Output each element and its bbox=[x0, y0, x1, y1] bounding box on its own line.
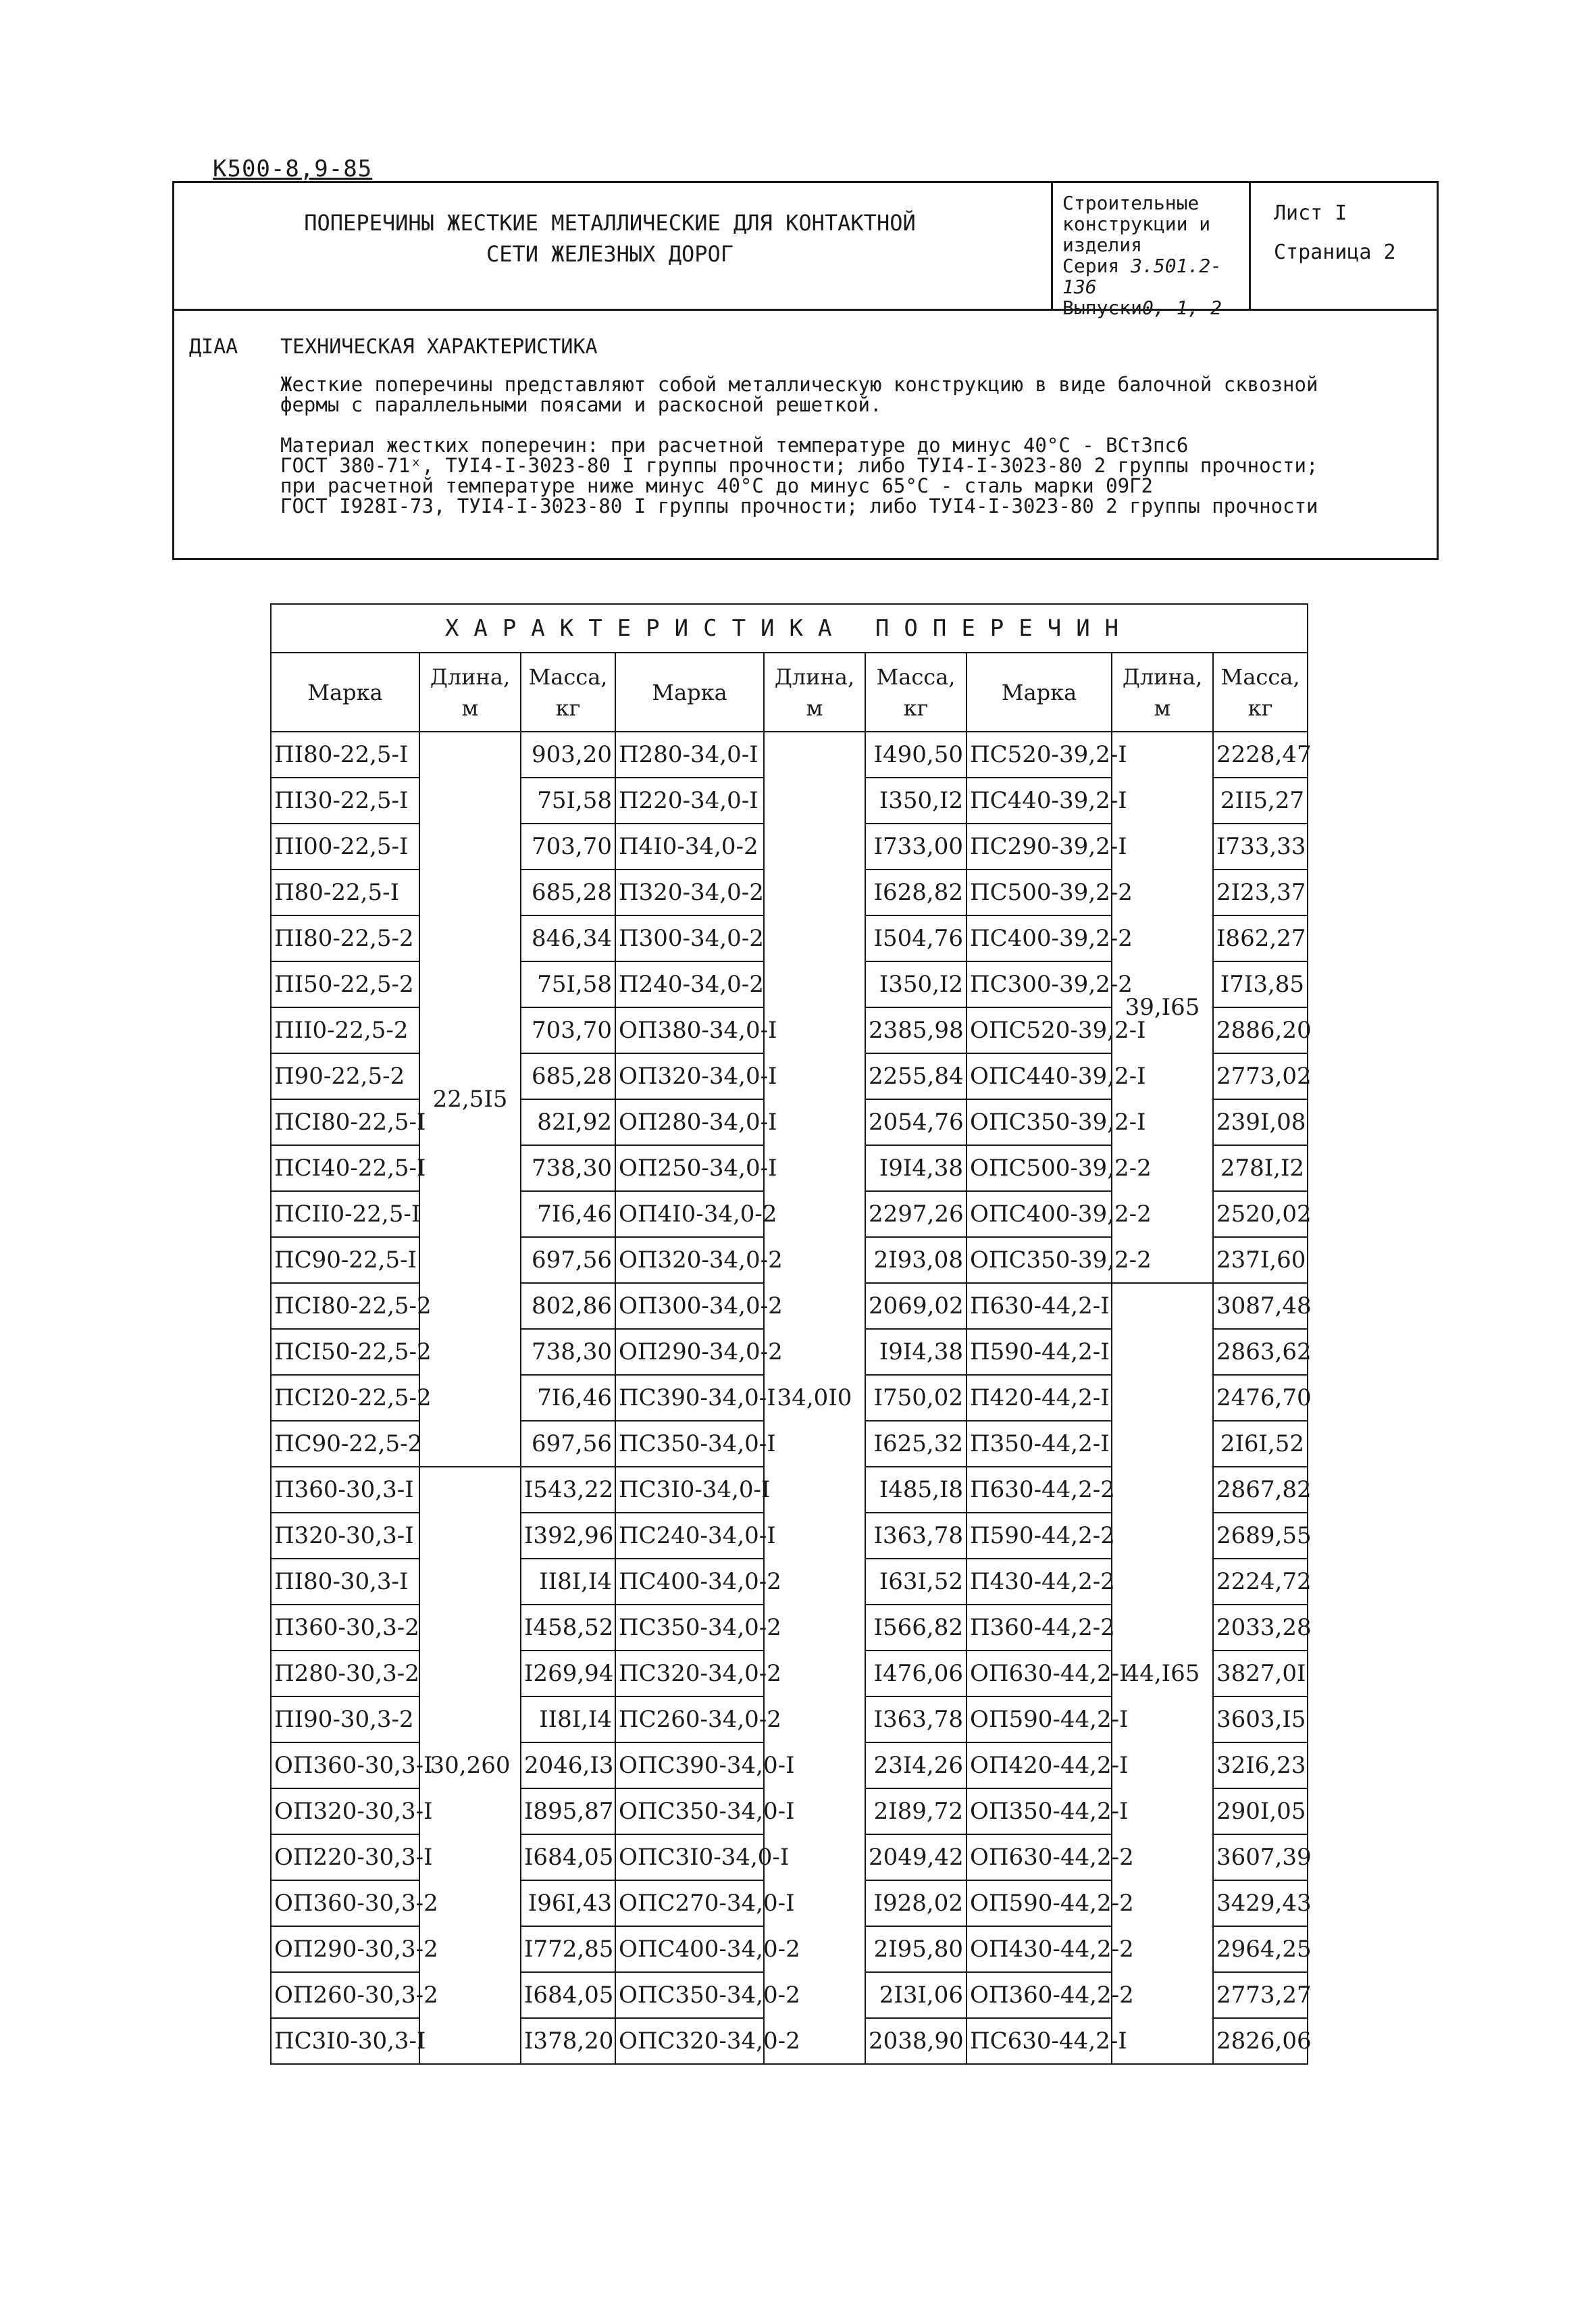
mass-cell: 2224,72 bbox=[1213, 1559, 1308, 1605]
mass-cell: I476,06 bbox=[865, 1651, 967, 1696]
mass-cell: I363,78 bbox=[865, 1513, 967, 1559]
mark-cell: ПС3I0-30,3-I bbox=[271, 2018, 419, 2064]
mark-cell: ПС440-39,2-I bbox=[967, 778, 1112, 824]
mark-cell: П280-30,3-2 bbox=[271, 1651, 419, 1696]
mass-cell: I750,02 bbox=[865, 1375, 967, 1421]
mass-cell: 3827,0I bbox=[1213, 1651, 1308, 1696]
mark-cell: ОП420-44,2-I bbox=[967, 1742, 1112, 1788]
mass-cell: 685,28 bbox=[521, 1053, 615, 1099]
mark-cell: ОПС400-34,0-2 bbox=[615, 1926, 764, 1972]
column-header: Марка bbox=[271, 653, 419, 732]
mass-cell: I928,02 bbox=[865, 1880, 967, 1926]
mass-cell: 2049,42 bbox=[865, 1834, 967, 1880]
mark-cell: ПСI40-22,5-I bbox=[271, 1145, 419, 1191]
mass-cell: I490,50 bbox=[865, 732, 967, 778]
column-header: Масса, кг bbox=[521, 653, 615, 732]
mark-cell: ОПС500-39,2-2 bbox=[967, 1145, 1112, 1191]
mark-cell: ПСI50-22,5-2 bbox=[271, 1329, 419, 1375]
series-label: Серия bbox=[1062, 255, 1120, 277]
mass-cell: 2II5,27 bbox=[1213, 778, 1308, 824]
mark-cell: П360-30,3-I bbox=[271, 1467, 419, 1513]
mass-cell: 2I23,37 bbox=[1213, 870, 1308, 915]
length-cell: 44,I65 bbox=[1112, 1283, 1213, 2064]
mass-cell: I363,78 bbox=[865, 1696, 967, 1742]
mark-cell: ОП250-34,0-I bbox=[615, 1145, 764, 1191]
mark-cell: ПС260-34,0-2 bbox=[615, 1696, 764, 1742]
page-number: Страница 2 bbox=[1274, 241, 1396, 264]
mark-cell: ОП360-30,3-I bbox=[271, 1742, 419, 1788]
mass-cell: I7I3,85 bbox=[1213, 961, 1308, 1007]
paragraph-line: при расчетной температуре ниже минус 40°С до минус 65°С - сталь марки 09Г2 bbox=[280, 474, 1154, 497]
series-number bbox=[1062, 255, 1249, 297]
mass-cell: 237I,60 bbox=[1213, 1237, 1308, 1283]
title-line-2: СЕТИ ЖЕЛЕЗНЫХ ДОРОГ bbox=[486, 241, 734, 267]
column-header: Длина, м bbox=[1112, 653, 1213, 732]
issues bbox=[1062, 297, 1249, 318]
mass-cell: 2385,98 bbox=[865, 1007, 967, 1053]
mark-cell: П320-34,0-2 bbox=[615, 870, 764, 915]
mark-cell: ОПС320-34,0-2 bbox=[615, 2018, 764, 2064]
mass-cell: I378,20 bbox=[521, 2018, 615, 2064]
mark-cell: ПI80-30,3-I bbox=[271, 1559, 419, 1605]
mass-cell: I733,00 bbox=[865, 824, 967, 870]
mark-cell: П300-34,0-2 bbox=[615, 915, 764, 961]
section-title: ТЕХНИЧЕСКАЯ ХАРАКТЕРИСТИКА bbox=[280, 335, 598, 359]
mark-cell: ОПС270-34,0-I bbox=[615, 1880, 764, 1926]
document-title bbox=[174, 207, 1046, 270]
mark-cell: ОП630-44,2-2 bbox=[967, 1834, 1112, 1880]
paragraph-line: ГОСТ I928I-73, ТУI4-I-3023-80 I группы прочности; либо ТУI4-I-3023-80 2 группы прочности bbox=[280, 495, 1318, 518]
mass-cell: I772,85 bbox=[521, 1926, 615, 1972]
mark-cell: ПСI20-22,5-2 bbox=[271, 1375, 419, 1421]
mark-cell: ПI50-22,5-2 bbox=[271, 961, 419, 1007]
mass-cell: 738,30 bbox=[521, 1145, 615, 1191]
mass-cell: I485,I8 bbox=[865, 1467, 967, 1513]
mark-cell: ОП630-44,2-I bbox=[967, 1651, 1112, 1696]
mark-cell: ОП360-30,3-2 bbox=[271, 1880, 419, 1926]
mass-cell: 2863,62 bbox=[1213, 1329, 1308, 1375]
mass-cell: 2867,82 bbox=[1213, 1467, 1308, 1513]
series-line-2: конструкции и bbox=[1062, 213, 1211, 235]
mass-cell: 3603,I5 bbox=[1213, 1696, 1308, 1742]
mark-cell: ПСI80-22,5-I bbox=[271, 1099, 419, 1145]
mark-cell: ОП350-44,2-I bbox=[967, 1788, 1112, 1834]
length-cell: 34,0I0 bbox=[764, 732, 865, 2064]
mark-cell: ОП590-44,2-I bbox=[967, 1696, 1112, 1742]
mass-cell: 2255,84 bbox=[865, 1053, 967, 1099]
mass-cell: 3607,39 bbox=[1213, 1834, 1308, 1880]
mass-cell: 2054,76 bbox=[865, 1099, 967, 1145]
mark-cell: П350-44,2-I bbox=[967, 1421, 1112, 1467]
length-cell: 22,5I5 bbox=[419, 732, 521, 1467]
mass-cell: 2476,70 bbox=[1213, 1375, 1308, 1421]
mass-cell: I458,52 bbox=[521, 1605, 615, 1651]
column-header: Марка bbox=[967, 653, 1112, 732]
mass-cell: 278I,I2 bbox=[1213, 1145, 1308, 1191]
table-body bbox=[271, 732, 1312, 2064]
mass-cell: I350,I2 bbox=[865, 961, 967, 1007]
mass-cell: I543,22 bbox=[521, 1467, 615, 1513]
mass-cell: 32I6,23 bbox=[1213, 1742, 1308, 1788]
mark-cell: ОПС350-39,2-I bbox=[967, 1099, 1112, 1145]
mass-cell: 2964,25 bbox=[1213, 1926, 1308, 1972]
mark-cell: ПСII0-22,5-I bbox=[271, 1191, 419, 1237]
mark-cell: П90-22,5-2 bbox=[271, 1053, 419, 1099]
mass-cell: I862,27 bbox=[1213, 915, 1308, 961]
mass-cell: I9I4,38 bbox=[865, 1145, 967, 1191]
mass-cell: 2689,55 bbox=[1213, 1513, 1308, 1559]
characteristics-table-wrap bbox=[270, 603, 1312, 2065]
mark-cell: П420-44,2-I bbox=[967, 1375, 1112, 1421]
mark-cell: ОПС390-34,0-I bbox=[615, 1742, 764, 1788]
characteristics-table bbox=[270, 603, 1312, 2065]
mass-cell: 3429,43 bbox=[1213, 1880, 1308, 1926]
mass-cell: 82I,92 bbox=[521, 1099, 615, 1145]
mass-cell: 685,28 bbox=[521, 870, 615, 915]
mark-cell: ОП360-44,2-2 bbox=[967, 1972, 1112, 2018]
mark-cell: ПС400-34,0-2 bbox=[615, 1559, 764, 1605]
mark-cell: ПС350-34,0-I bbox=[615, 1421, 764, 1467]
mark-cell: ОПС3I0-34,0-I bbox=[615, 1834, 764, 1880]
mark-cell: ПС3I0-34,0-I bbox=[615, 1467, 764, 1513]
mass-cell: 2520,02 bbox=[1213, 1191, 1308, 1237]
mass-cell: 7I6,46 bbox=[521, 1375, 615, 1421]
mark-cell: ПС90-22,5-2 bbox=[271, 1421, 419, 1467]
mark-cell: ПС350-34,0-2 bbox=[615, 1605, 764, 1651]
mass-cell: 290I,05 bbox=[1213, 1788, 1308, 1834]
mass-cell: I63I,52 bbox=[865, 1559, 967, 1605]
mass-cell: 2I93,08 bbox=[865, 1237, 967, 1283]
description-paragraph bbox=[280, 374, 1318, 415]
mass-cell: I96I,43 bbox=[521, 1880, 615, 1926]
mark-cell: ПI90-30,3-2 bbox=[271, 1696, 419, 1742]
mass-cell: 903,20 bbox=[521, 732, 615, 778]
mass-cell: 2046,I3 bbox=[521, 1742, 615, 1788]
mark-cell: ОПС520-39,2-I bbox=[967, 1007, 1112, 1053]
mark-cell: П80-22,5-I bbox=[271, 870, 419, 915]
mass-cell: I895,87 bbox=[521, 1788, 615, 1834]
mass-cell: 2826,06 bbox=[1213, 2018, 1308, 2064]
mass-cell: I684,05 bbox=[521, 1834, 615, 1880]
mass-cell: I628,82 bbox=[865, 870, 967, 915]
table-header-row bbox=[271, 653, 1308, 732]
mark-cell: П590-44,2-2 bbox=[967, 1513, 1112, 1559]
series-line-1: Строительные bbox=[1062, 192, 1200, 214]
length-cell: 39,I65 bbox=[1112, 732, 1213, 1283]
mass-cell: 2228,47 bbox=[1213, 732, 1308, 778]
mark-cell: ПI30-22,5-I bbox=[271, 778, 419, 824]
paragraph-line: Материал жестких поперечин: при расчетной температуре до минус 40°С - ВСт3пс6 bbox=[280, 434, 1189, 457]
length-cell: 30,260 bbox=[419, 1467, 521, 2064]
mass-cell: 2I89,72 bbox=[865, 1788, 967, 1834]
mass-cell: 23I4,26 bbox=[865, 1742, 967, 1788]
column-header: Масса, кг bbox=[865, 653, 967, 732]
mark-cell: ПС390-34,0-I bbox=[615, 1375, 764, 1421]
mark-cell: ОП320-34,0-I bbox=[615, 1053, 764, 1099]
mark-cell: ПI80-22,5-I bbox=[271, 732, 419, 778]
mark-cell: П630-44,2-2 bbox=[967, 1467, 1112, 1513]
table-caption: ХАРАКТЕРИСТИКА ПОПЕРЕЧИН bbox=[271, 604, 1308, 653]
column-header: Масса, кг bbox=[1213, 653, 1308, 732]
mass-cell: I504,76 bbox=[865, 915, 967, 961]
mass-cell: 802,86 bbox=[521, 1283, 615, 1329]
mark-cell: ПС90-22,5-I bbox=[271, 1237, 419, 1283]
frame-right-line bbox=[1437, 309, 1439, 559]
mark-cell: ПI00-22,5-I bbox=[271, 824, 419, 870]
mass-cell: I392,96 bbox=[521, 1513, 615, 1559]
mass-cell: 846,34 bbox=[521, 915, 615, 961]
mark-cell: П360-30,3-2 bbox=[271, 1605, 419, 1651]
mass-cell: 697,56 bbox=[521, 1421, 615, 1467]
mass-cell: 2038,90 bbox=[865, 2018, 967, 2064]
paragraph-line: фермы с параллельными поясами и раскосной решеткой. bbox=[280, 393, 882, 416]
mark-cell: ОП290-34,0-2 bbox=[615, 1329, 764, 1375]
mark-cell: ПС290-39,2-I bbox=[967, 824, 1112, 870]
mass-cell: I9I4,38 bbox=[865, 1329, 967, 1375]
column-header: Длина, м bbox=[764, 653, 865, 732]
mass-cell: II8I,I4 bbox=[521, 1696, 615, 1742]
mark-cell: ОПС350-34,0-I bbox=[615, 1788, 764, 1834]
issues-value: 0, 1, 2 bbox=[1142, 297, 1222, 319]
mass-cell: I625,32 bbox=[865, 1421, 967, 1467]
material-paragraph bbox=[280, 435, 1318, 516]
table-row bbox=[271, 732, 1308, 778]
mark-cell: П630-44,2-I bbox=[967, 1283, 1112, 1329]
mass-cell: 2773,02 bbox=[1213, 1053, 1308, 1099]
issues-label: Выпуски bbox=[1062, 297, 1143, 319]
paragraph-line: Жесткие поперечины представляют собой металлическую конструкцию в виде балочной сквозной bbox=[280, 373, 1318, 396]
mass-cell: II8I,I4 bbox=[521, 1559, 615, 1605]
mass-cell: 2I3I,06 bbox=[865, 1972, 967, 2018]
document-code: К500-8,9-85 bbox=[213, 155, 373, 182]
series-line-3: изделия bbox=[1062, 234, 1143, 256]
mark-cell: ОП260-30,3-2 bbox=[271, 1972, 419, 2018]
mark-cell: ОП590-44,2-2 bbox=[967, 1880, 1112, 1926]
mark-cell: ПI80-22,5-2 bbox=[271, 915, 419, 961]
mass-cell: 2069,02 bbox=[865, 1283, 967, 1329]
column-header: Длина, м bbox=[419, 653, 521, 732]
title-block bbox=[172, 181, 1439, 319]
mark-cell: ПС500-39,2-2 bbox=[967, 870, 1112, 915]
mark-cell: П590-44,2-I bbox=[967, 1329, 1112, 1375]
mark-cell: П430-44,2-2 bbox=[967, 1559, 1112, 1605]
section-code: ДIАА bbox=[189, 335, 238, 359]
mass-cell: 697,56 bbox=[521, 1237, 615, 1283]
mass-cell: 2773,27 bbox=[1213, 1972, 1308, 2018]
mark-cell: ПС400-39,2-2 bbox=[967, 915, 1112, 961]
mark-cell: ОПС400-39,2-2 bbox=[967, 1191, 1112, 1237]
mark-cell: ОП280-34,0-I bbox=[615, 1099, 764, 1145]
mass-cell: 738,30 bbox=[521, 1329, 615, 1375]
mass-cell: 2033,28 bbox=[1213, 1605, 1308, 1651]
mark-cell: ОП4I0-34,0-2 bbox=[615, 1191, 764, 1237]
mark-cell: ПС300-39,2-2 bbox=[967, 961, 1112, 1007]
mark-cell: ОПС350-34,0-2 bbox=[615, 1972, 764, 2018]
sheet-block bbox=[1255, 183, 1437, 309]
mark-cell: ОП430-44,2-2 bbox=[967, 1926, 1112, 1972]
mass-cell: 2297,26 bbox=[865, 1191, 967, 1237]
mark-cell: ОП290-30,3-2 bbox=[271, 1926, 419, 1972]
mark-cell: П220-34,0-I bbox=[615, 778, 764, 824]
mark-cell: ПС630-44,2-I bbox=[967, 2018, 1112, 2064]
mass-cell: 75I,58 bbox=[521, 961, 615, 1007]
mass-cell: 7I6,46 bbox=[521, 1191, 615, 1237]
mark-cell: ОП380-34,0-I bbox=[615, 1007, 764, 1053]
mark-cell: ОП300-34,0-2 bbox=[615, 1283, 764, 1329]
mark-cell: ОП220-30,3-I bbox=[271, 1834, 419, 1880]
mark-cell: П280-34,0-I bbox=[615, 732, 764, 778]
frame-left-line bbox=[172, 309, 174, 559]
frame-bottom-line bbox=[172, 558, 1439, 560]
column-header: Марка bbox=[615, 653, 764, 732]
mass-cell: I566,82 bbox=[865, 1605, 967, 1651]
mark-cell: ПС240-34,0-I bbox=[615, 1513, 764, 1559]
mass-cell: 2886,20 bbox=[1213, 1007, 1308, 1053]
mass-cell: 703,70 bbox=[521, 824, 615, 870]
mass-cell: 3087,48 bbox=[1213, 1283, 1308, 1329]
series-block bbox=[1051, 183, 1251, 319]
mass-cell: 2I95,80 bbox=[865, 1926, 967, 1972]
paragraph-line: ГОСТ 380-71ˣ, ТУI4-I-3023-80 I группы прочности; либо ТУI4-I-3023-80 2 группы прочности; bbox=[280, 454, 1318, 477]
sheet-number: Лист I bbox=[1274, 201, 1347, 225]
mark-cell: П240-34,0-2 bbox=[615, 961, 764, 1007]
mass-cell: 703,70 bbox=[521, 1007, 615, 1053]
mass-cell: I684,05 bbox=[521, 1972, 615, 2018]
mark-cell: ПС520-39,2-I bbox=[967, 732, 1112, 778]
mark-cell: ОП320-34,0-2 bbox=[615, 1237, 764, 1283]
mark-cell: ОП320-30,3-I bbox=[271, 1788, 419, 1834]
mark-cell: ПСI80-22,5-2 bbox=[271, 1283, 419, 1329]
mass-cell: 2I6I,52 bbox=[1213, 1421, 1308, 1467]
mass-cell: I733,33 bbox=[1213, 824, 1308, 870]
mark-cell: ОПС350-39,2-2 bbox=[967, 1237, 1112, 1283]
mass-cell: 239I,08 bbox=[1213, 1099, 1308, 1145]
mark-cell: ПС320-34,0-2 bbox=[615, 1651, 764, 1696]
mark-cell: ПII0-22,5-2 bbox=[271, 1007, 419, 1053]
series-value: 3.501.2-136 bbox=[1062, 255, 1222, 298]
title-line-1: ПОПЕРЕЧИНЫ ЖЕСТКИЕ МЕТАЛЛИЧЕСКИЕ ДЛЯ КОНТАКТНОЙ bbox=[304, 210, 916, 236]
mass-cell: I350,I2 bbox=[865, 778, 967, 824]
mass-cell: I269,94 bbox=[521, 1651, 615, 1696]
mark-cell: ОПС440-39,2-I bbox=[967, 1053, 1112, 1099]
mass-cell: 75I,58 bbox=[521, 778, 615, 824]
mark-cell: П320-30,3-I bbox=[271, 1513, 419, 1559]
mark-cell: П360-44,2-2 bbox=[967, 1605, 1112, 1651]
mark-cell: П4I0-34,0-2 bbox=[615, 824, 764, 870]
